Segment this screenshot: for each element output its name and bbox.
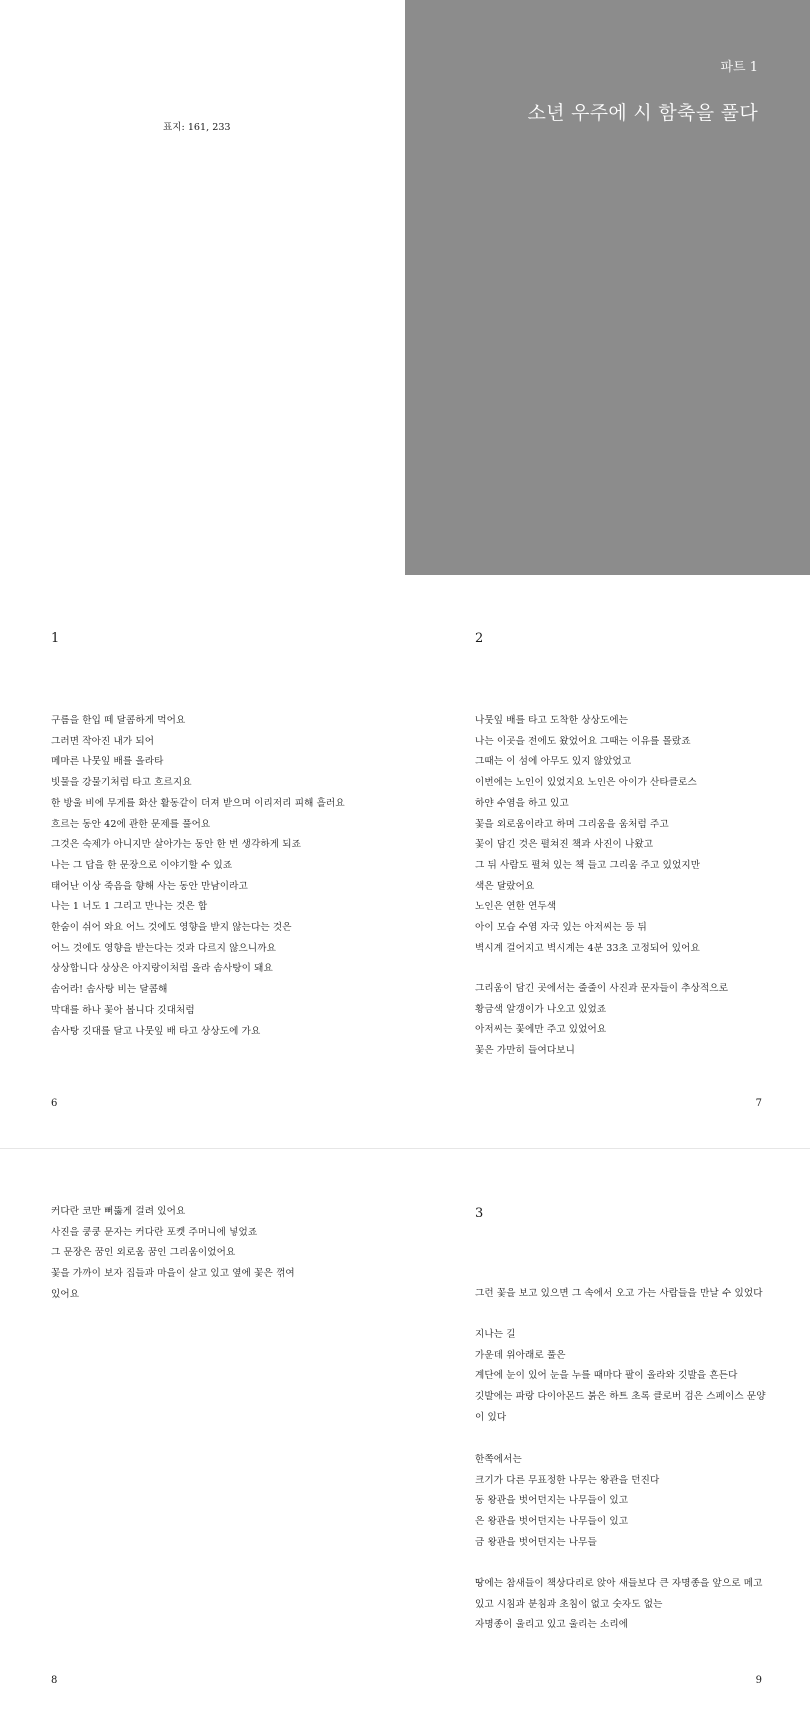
part-label: 파트 1	[720, 60, 758, 75]
poem-line: 솜사탕 깃대를 달고 나뭇잎 배 타고 상상도에 가요	[51, 1025, 261, 1037]
page-6	[0, 575, 405, 1148]
spread-3	[0, 1149, 810, 1725]
poem-line: 나는 그 답을 한 문장으로 이야기할 수 있죠	[51, 859, 233, 871]
poem-line: 아이 모습 수염 자국 있는 아저씨는 등 뒤	[475, 922, 647, 933]
poem-line: 노인은 연한 연두색	[475, 901, 557, 913]
poem-line: 가운데 위아래로 풀은	[475, 1349, 566, 1361]
poem-line: 동 왕관을 벗어던지는 나무들이 있고	[475, 1495, 629, 1507]
page-number: 9	[755, 1675, 762, 1686]
poem-line: 나뭇잎 배를 타고 도착한 상상도에는	[475, 715, 629, 726]
chapter-number: 2	[475, 631, 484, 646]
poem-line: 있고 시침과 분침과 초침이 없고 숫자도 없는	[475, 1598, 663, 1610]
poem-line: 빗물을 강물기처럼 타고 흐르지요	[51, 777, 192, 789]
cover-note: 표지: 161, 233	[163, 122, 231, 133]
poem-line: 커다란 코만 뻐뚫게 걸려 있어요	[51, 1206, 186, 1217]
page-number: 7	[755, 1098, 762, 1109]
poem-line: 벽시계 걸어지고 벽시계는 4분 33초 고정되어 있어요	[475, 942, 700, 954]
poem-line: 나는 1 너도 1 그리고 만나는 것은 합	[51, 901, 208, 913]
poem-line: 땅에는 참새들이 책상다리로 앉아 새들보다 큰 자명종을 앞으로 메고	[475, 1578, 763, 1589]
poem-line: 꽃은 가만히 들여다보니	[475, 1045, 575, 1057]
page-part-title	[405, 0, 810, 575]
page-7	[405, 575, 810, 1148]
poem-line: 색은 달랐어요	[475, 880, 535, 892]
poem-line: 그 뒤 사람도 펼쳐 있는 책 들고 그리움 주고 있었지만	[475, 859, 701, 871]
page-8	[0, 1149, 405, 1725]
poem-line: 그 문장은 꿈인 외로움 꿈인 그리움이었어요	[51, 1247, 236, 1259]
part-title: 소년 우주에 시 함축을 풀다	[527, 102, 758, 124]
poem-line: 꽃을 외로움이라고 하며 그리움을 움처럼 주고	[475, 818, 669, 830]
poem-line: 자명종이 울리고 있고 울리는 소리에	[475, 1619, 629, 1631]
poem-line: 금 왕관을 벗어던지는 나무들	[475, 1536, 597, 1548]
intro-line: 그런 꽃을 보고 있으면 그 속에서 오고 가는 사람들을 만날 수 있었다	[475, 1288, 763, 1299]
poem-line: 꽃이 담긴 것은 펼쳐진 책과 사진이 나왔고	[475, 839, 654, 851]
poem-line: 지나는 길	[475, 1329, 516, 1340]
poem-line: 있어요	[51, 1288, 80, 1300]
poem-line: 한숨이 쉬어 와요 어느 것에도 영향을 받지 않는다는 것은	[51, 922, 292, 933]
poem-line: 꽃을 가까이 보자 집들과 마을이 살고 있고 옆에 꽃은 꺾여	[51, 1268, 295, 1280]
poem-line: 이번에는 노인이 있었지요 노인은 아이가 산타클로스	[475, 777, 697, 789]
poem-line: 황금색 알갱이가 나오고 있었죠	[475, 1003, 607, 1015]
chapter-number: 3	[475, 1206, 484, 1221]
poem-line: 나는 이곳을 전에도 왔었어요 그때는 이유를 몰랐죠	[475, 735, 691, 747]
poem-line: 크기가 다른 무표정한 나무는 왕관을 던진다	[475, 1474, 660, 1486]
poem-line: 깃발에는 파랑 다이아몬드 붉은 하트 초록 클로버 검은 스페이스 문양	[475, 1391, 766, 1403]
poem-line: 그러면 작아진 내가 되어	[51, 735, 155, 747]
poem-line: 아저씨는 꽃에만 주고 있었어요	[475, 1024, 607, 1036]
poem-line: 흐르는 동안 42에 관한 문제를 풀어요	[51, 818, 211, 830]
poem-line: 한쪽에서는	[475, 1454, 522, 1465]
poem-line: 태어난 이상 죽음을 향해 사는 동안 만남이라고	[51, 880, 248, 892]
poem-line: 은 왕관을 벗어던지는 나무들이 있고	[475, 1516, 629, 1528]
poem-line: 솜어라! 솜사탕 비는 달콤해	[51, 984, 168, 996]
page-number: 8	[51, 1675, 58, 1686]
poem-line: 계단에 눈이 있어 눈을 누를 때마다 팔이 올라와 깃발을 흔든다	[475, 1370, 738, 1382]
poem-line: 이 있다	[475, 1411, 507, 1423]
spread-2	[0, 575, 810, 1148]
poem-line: 구름을 한입 떼 달콤하게 먹어요	[51, 715, 186, 726]
poem-line: 막대를 하나 꽃아 봅니다 깃대처럼	[51, 1004, 195, 1016]
page-number: 6	[51, 1098, 58, 1109]
poem-line: 그것은 숙제가 아니지만 살아가는 동안 한 번 생각하게 되죠	[51, 839, 302, 851]
poem-line: 어느 것에도 영향을 받는다는 것과 다르지 않으니까요	[51, 942, 276, 954]
poem-line: 상상합니다 상상은 아지랑이처럼 올라 솜사탕이 돼요	[51, 963, 273, 975]
poem-line: 메마른 나뭇잎 배를 올라타	[51, 756, 164, 768]
poem-line: 사진을 쿵쿵 문자는 커다란 포켓 주머니에 넣었죠	[51, 1226, 258, 1238]
poem-line: 그때는 이 섬에 아무도 있지 않았었고	[475, 756, 632, 768]
poem-line: 그리움이 담긴 곳에서는 줄줄이 사진과 문자들이 추상적으로	[475, 983, 729, 994]
page-9	[405, 1149, 810, 1725]
chapter-number: 1	[51, 631, 60, 646]
spread-1	[0, 0, 810, 575]
page-cover-note	[0, 0, 405, 575]
poem-line: 하얀 수염을 하고 있고	[475, 797, 569, 809]
poem-line: 한 방울 비에 무게를 화산 활동같이 더져 받으며 이리저리 피해 흘러요	[51, 797, 345, 809]
